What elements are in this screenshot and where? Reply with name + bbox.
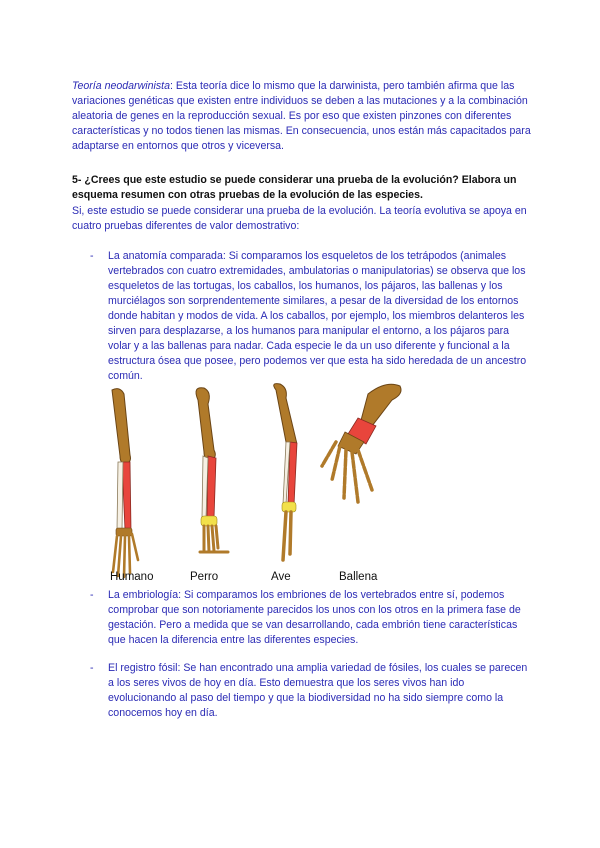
bird-wing-illustration — [274, 384, 297, 560]
forelimb-comparison-figure — [100, 380, 420, 585]
label-perro: Perro — [190, 571, 219, 583]
list-item-text: La anatomía comparada: Si comparamos los esqueletos de los tetrápodos (animales vertebrados con cuatro extremidades, ambulatorias o manipulatorias) se observa que los esqueletos de las tortugas, los caballos, los humanos, los pájaros, las ballenas y los murciélagos son sorprendentemente similares, a pesar de la diversidad de los entornos donde habitan y modos de vida. A los caballos, por ejemplo, los miembros delanteros les sirven para desplazarse, a los humanos para manipular el entorno, a los pájaros para volar y a las ballenas para nadar. Cada especie le da un uso diferente y funcional a la estructura ósea que posee, pero podemos ver que esta ha sido heredada de un ancestro común. — [108, 250, 527, 382]
answer-paragraph: Si, este estudio se puede considerar una prueba de la evolución. La teoría evolutiva se apoya en cuatro pruebas diferentes de valor demostrativo: — [72, 205, 527, 232]
list-item-registro-fosil — [92, 661, 532, 721]
question-5: 5- ¿Crees que este estudio se puede considerar una prueba de la evolución? Elabora un esquema resumen con otras pruebas de la evolución de las especies. — [72, 174, 517, 201]
dog-leg-illustration — [196, 388, 228, 552]
list-item-embriologia — [92, 588, 532, 648]
label-humano: Humano — [110, 571, 154, 583]
bullet-dash: - — [90, 589, 94, 601]
neodarwinism-text: : Esta teoría dice lo mismo que la darwinista, pero también afirma que las variaciones genéticas que existen entre individuos se deben a las mutaciones y a la combinación aleatoria de genes en la reproducción sexual. Es por eso que existen pinzones con diferentes características y no todos tienen las mismas. En consecuencia, unos están más capacitados para adaptarse en entornos que otros y viceversa. — [72, 80, 531, 152]
neodarwinism-term: Teoría neodarwinista — [72, 80, 170, 92]
label-ballena: Ballena — [339, 571, 378, 583]
bullet-dash: - — [90, 250, 94, 262]
neodarwinism-paragraph — [72, 79, 532, 154]
human-arm-illustration — [112, 389, 138, 577]
list-item-anatomia — [92, 249, 532, 384]
label-ave: Ave — [271, 571, 291, 583]
list-item-text: La embriología: Si comparamos los embriones de los vertebrados entre sí, podemos comprobar que son notoriamente parecidos los unos con los otros en la primera fase de gestación. Pero a medida que se van desarrollando, cada embrión tiene características que hacen la diferencia entre las diferentes especies. — [108, 589, 521, 646]
whale-flipper-illustration — [322, 384, 401, 502]
list-item-text: El registro fósil: Se han encontrado una amplia variedad de fósiles, los cuales se parecen a los seres vivos de hoy en día. Esto demuestra que los seres vivos han ido evolucionando al paso del tiempo y que la biodiversidad no ha sido siempre como la conocemos hoy en día. — [108, 662, 528, 719]
bullet-dash: - — [90, 662, 94, 674]
